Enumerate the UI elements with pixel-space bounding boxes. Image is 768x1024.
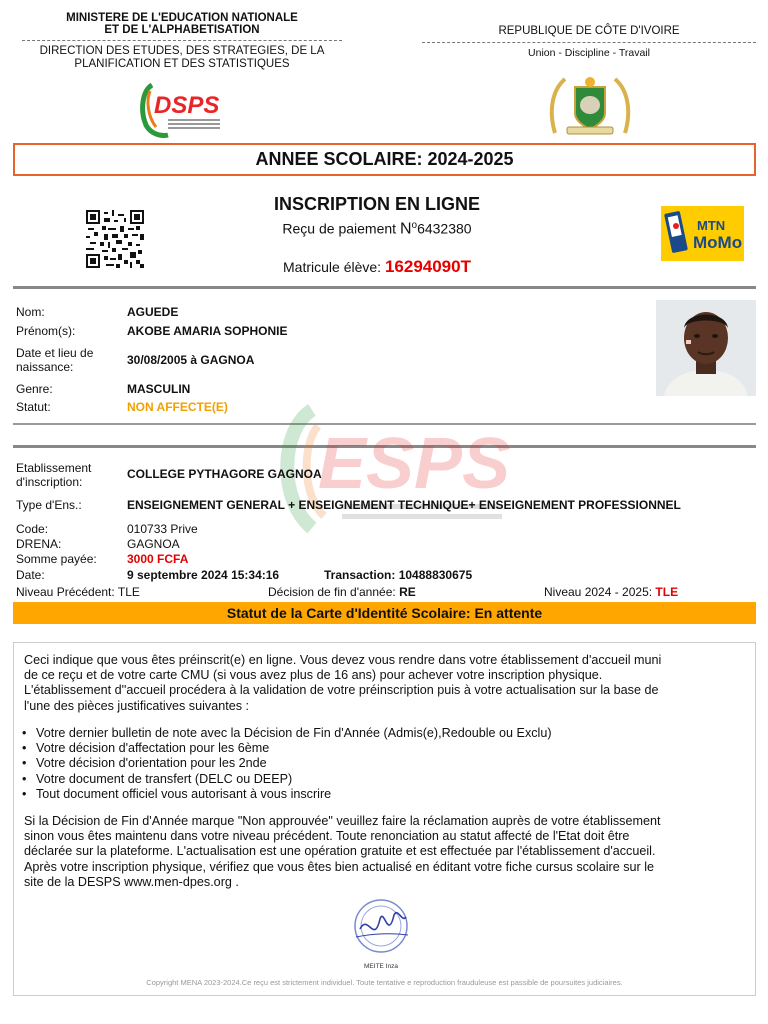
transaction (324, 568, 472, 582)
direction-name (22, 45, 342, 70)
payment-receipt (170, 220, 584, 239)
date-label: Date: (16, 568, 45, 582)
official-stamp-signature (346, 893, 416, 959)
notice-intro (24, 653, 746, 714)
ministry-line-2: ET DE L'ALPHABETISATION (104, 24, 260, 36)
receipt-number-sign-sup: o (411, 220, 418, 231)
student-matricule (170, 257, 584, 277)
notice-intro-line: de ce reçu et de votre carte CMU (si vous avez plus de 16 ans) pour achever votre inscription physique. (24, 668, 603, 683)
notice-outro-line: Après votre inscription physique, vérifiez que vous êtes bien actualisé en éditant votre fiche cursus scolaire sur le (24, 859, 655, 874)
list-item: • Votre décision d'affectation pour les 6ème (22, 741, 270, 756)
niveau-precedent (16, 585, 140, 599)
notice-outro-line: sinon vous êtes maintenu dans votre niveau précédent. Toute renonciation au statut affecté de l'Etat doit être (24, 829, 630, 844)
notice-intro-line: l'une des pièces justificatives suivantes : (24, 698, 250, 713)
etablissement-label-line-2: d'inscription: (16, 475, 83, 489)
list-item: • Votre document de transfert (DELC ou DEEP) (22, 771, 293, 786)
student-photo (656, 300, 756, 396)
notice-box (13, 642, 756, 996)
somme-value: 3000 FCFA (127, 552, 189, 566)
list-item: • Tout document officiel vous autorisant à vous inscrire (22, 786, 332, 801)
qr-code (86, 210, 144, 268)
notice-intro-line: L'établissement d''accueil procédera à la validation de votre préinscription puis à votre actualisation sur la base de (24, 683, 659, 698)
etablissement-value: COLLEGE PYTHAGORE GAGNOA (127, 467, 322, 481)
ministry-divider (22, 40, 342, 41)
copyright-notice: Copyright MENA 2023-2024.Ce reçu est strictement individuel. Toute tentative e reproduction frauduleuse est passible de poursuites judiciaires. (146, 978, 623, 987)
decision-label: Décision de fin d'année: (268, 585, 396, 599)
page-title: INSCRIPTION EN LIGNE (273, 194, 480, 214)
notice-outro-line: déclarée sur la plateforme. L'actualisation est une opération gratuite et est effectuée par l'établissement d'accueil. (24, 844, 656, 859)
date-value: 9 septembre 2024 15:34:16 (127, 568, 280, 582)
ministry-line-1: MINISTERE DE L'EDUCATION NATIONALE (66, 12, 298, 24)
niveau-precedent-label: Niveau Précédent: (16, 585, 115, 599)
birth-label-line-2: naissance: (16, 360, 74, 374)
matricule-label: Matricule élève: (283, 259, 385, 275)
decision-value: RE (399, 585, 416, 599)
desps-logo-text: DSPS (154, 92, 220, 119)
birth-value: 30/08/2005 à GAGNOA (127, 353, 255, 367)
type-value: ENSEIGNEMENT GENERAL + ENSEIGNEMENT TECHNIQUE+ ENSEIGNEMENT PROFESSIONNEL (127, 498, 681, 512)
notice-outro-line: site de la DESPS www.men-dpes.org . (24, 874, 239, 889)
nom-label: Nom: (16, 305, 45, 319)
school-year-banner: ANNEE SCOLAIRE: 2024-2025 (13, 143, 756, 176)
drena-value: GAGNOA (127, 537, 180, 551)
code-value: 010733 Prive (127, 522, 198, 536)
momo-text-mtn: MTN (697, 218, 726, 233)
ministry-name (22, 12, 342, 36)
prenom-label: Prénom(s): (16, 324, 76, 338)
genre-label: Genre: (16, 382, 53, 396)
notice-outro-line: Si la Décision de Fin d'Année marque "Non approuvée" veuillez faire la réclamation auprès de votre établissement (24, 814, 661, 828)
required-documents-list (22, 726, 742, 802)
republic-name: REPUBLIQUE DE CÔTE D'IVOIRE (498, 25, 680, 37)
notice-outro (24, 814, 746, 890)
receipt-number: 6432380 (417, 220, 472, 237)
notice-intro-line: Ceci indique que vous êtes préinscrit(e) en ligne. Vous devez vous rendre dans votre établissement d'accueil muni (24, 653, 662, 667)
matricule-value: 16294090T (384, 257, 471, 276)
code-label: Code: (16, 522, 49, 536)
nom-value: AGUEDE (127, 305, 179, 319)
republic-divider (422, 42, 756, 43)
birth-label (16, 346, 93, 374)
signatory-name: MEITE Inza (364, 963, 398, 970)
svg-text:ESPS: ESPS (318, 424, 511, 504)
etablissement-label-line-1: Etablissement (16, 461, 92, 475)
decision-fin-annee (268, 585, 416, 599)
transaction-value: 10488830675 (398, 568, 473, 582)
direction-line-1: DIRECTION DES ETUDES, DES STRATEGIES, DE LA (39, 45, 325, 57)
etablissement-label (16, 461, 91, 489)
somme-label: Somme payée: (16, 552, 97, 566)
receipt-number-sign: N (399, 220, 412, 238)
coat-of-arms-icon (545, 73, 635, 137)
list-item: • Votre dernier bulletin de note avec la Décision de Fin d'Année (Admis(e),Redouble ou Exclu) (22, 726, 552, 740)
desps-logo (138, 77, 228, 139)
birth-label-line-1: Date et lieu de (16, 346, 94, 360)
statut-value: NON AFFECTE(E) (127, 400, 228, 414)
list-item: • Votre décision d'orientation pour les 2nde (22, 756, 267, 771)
statut-label: Statut: (16, 400, 51, 414)
prenom-value: AKOBE AMARIA SOPHONIE (127, 324, 288, 338)
transaction-label: Transaction: (324, 568, 396, 582)
direction-line-2: PLANIFICATION ET DES STATISTIQUES (74, 57, 290, 70)
type-label: Type d'Ens.: (16, 498, 82, 512)
genre-value: MASCULIN (127, 382, 191, 396)
national-motto: Union - Discipline - Travail (528, 47, 650, 59)
drena-label: DRENA: (16, 537, 62, 551)
niveau-nouveau-value: TLE (655, 585, 679, 599)
momo-text-momo: MoMo (693, 233, 743, 252)
niveau-precedent-value: TLE (117, 585, 140, 599)
mtn-momo-logo (661, 206, 744, 261)
niveau-nouveau (544, 585, 678, 599)
section-divider-top (13, 286, 756, 289)
receipt-label: Reçu de paiement (282, 220, 400, 237)
id-card-status-banner: Statut de la Carte d'Identité Scolaire: En attente (13, 602, 756, 624)
niveau-nouveau-label: Niveau 2024 - 2025: (544, 585, 653, 599)
